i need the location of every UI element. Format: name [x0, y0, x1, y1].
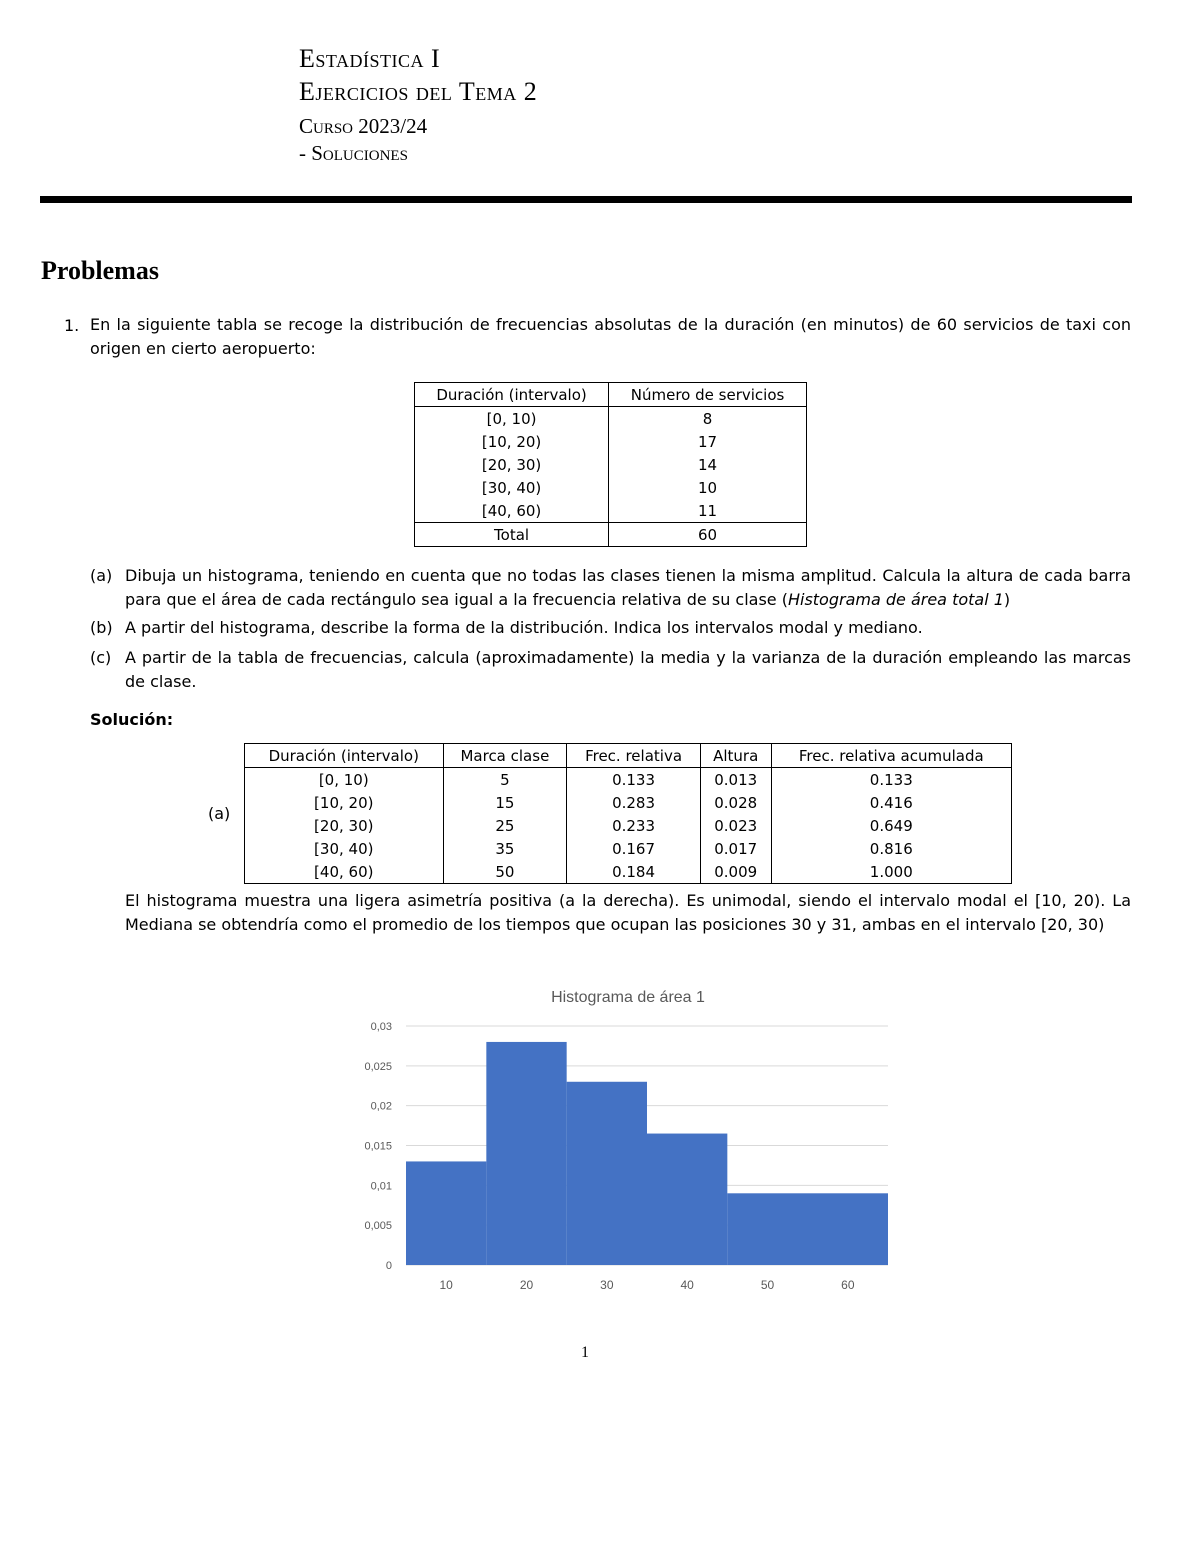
cell: 0.009 [700, 860, 771, 884]
x-tick-label: 60 [841, 1278, 855, 1292]
cell: 0.649 [771, 814, 1011, 837]
cell: Total [415, 523, 609, 547]
header-rel-freq: Frec. relativa [567, 744, 701, 768]
cell: 0.028 [700, 791, 771, 814]
y-tick-label: 0,005 [364, 1220, 392, 1233]
cell: 5 [443, 768, 567, 792]
table-row [415, 407, 807, 431]
page-number: 1 [581, 1344, 589, 1361]
cell: 10 [609, 476, 807, 499]
header-height: Altura [700, 744, 771, 768]
histogram-bar [727, 1193, 888, 1265]
y-tick-label: 0,015 [364, 1140, 392, 1153]
y-tick-label: 0,025 [364, 1060, 392, 1073]
histogram-bar [647, 1134, 727, 1265]
part-a-body: Dibuja un histograma, teniendo en cuenta que no todas las clases tienen la misma amplitud. Calcula la altura de cada barra para que el área de cada rectángulo sea igual a la frecuencia relativa de su clase ( [125, 566, 1131, 609]
header-cum-freq: Frec. relativa acumulada [771, 744, 1011, 768]
cell: 0.017 [700, 837, 771, 860]
cell: 14 [609, 453, 807, 476]
frequency-table [414, 382, 807, 547]
x-tick-label: 30 [600, 1278, 614, 1292]
y-tick-label: 0,03 [370, 1021, 392, 1033]
cell: [20, 30) [415, 453, 609, 476]
table-row [245, 814, 1012, 837]
table-row [415, 499, 807, 523]
cell: 8 [609, 407, 807, 431]
x-tick-label: 40 [680, 1278, 694, 1292]
cell: 0.184 [567, 860, 701, 884]
x-tick-label: 50 [760, 1278, 775, 1292]
cell: [0, 10) [415, 407, 609, 431]
histogram-bar [567, 1082, 647, 1265]
cell: 11 [609, 499, 807, 523]
cell: [0, 10) [245, 768, 444, 792]
cell: 35 [443, 837, 567, 860]
solutions-label: - Soluciones [299, 141, 408, 165]
x-tick-label: 20 [519, 1278, 534, 1292]
cell: 0.133 [567, 768, 701, 792]
part-c-text: A partir de la tabla de frecuencias, calcula (aproximadamente) la media y la varianza de la duración empleando las marcas de clase. [125, 648, 1131, 691]
cell: 0.816 [771, 837, 1011, 860]
solution-text: El histograma muestra una ligera asimetría positiva (a la derecha). Es unimodal, siendo el intervalo modal el [10, 20). La Mediana se obtendría como el promedio de los tiempos que ocupan las posiciones 30 y 31, ambas en el intervalo [20, 30) [125, 891, 1131, 934]
problem-number: 1. [64, 316, 80, 335]
cell: [10, 20) [245, 791, 444, 814]
table-row [245, 791, 1012, 814]
header-rule [40, 196, 1132, 203]
cell: [30, 40) [415, 476, 609, 499]
part-a-text [125, 564, 1131, 612]
header-duration: Duración (intervalo) [415, 383, 609, 407]
table-row [415, 453, 807, 476]
solution-table [244, 743, 1012, 884]
problem-text: En la siguiente tabla se recoge la distribución de frecuencias absolutas de la duración (en minutos) de 60 servicios de taxi con origen en cierto aeropuerto: [90, 315, 1131, 358]
cell: 50 [443, 860, 567, 884]
cell: 15 [443, 791, 567, 814]
cell: 0.023 [700, 814, 771, 837]
part-a-end: ) [1003, 590, 1011, 609]
histogram-bar [486, 1042, 566, 1265]
table-row [245, 768, 1012, 792]
part-a-italic: Histograma de área total 1 [787, 590, 1004, 609]
cell: 0.233 [567, 814, 701, 837]
cell: 60 [609, 523, 807, 547]
total-row [415, 523, 807, 547]
section-title: Problemas [41, 256, 159, 285]
y-tick-label: 0 [385, 1260, 392, 1272]
cell: 17 [609, 430, 807, 453]
cell: [20, 30) [245, 814, 444, 837]
cell: 0.416 [771, 791, 1011, 814]
table-row [245, 860, 1012, 884]
table-row [245, 837, 1012, 860]
cell: [10, 20) [415, 430, 609, 453]
header-services: Número de servicios [609, 383, 807, 407]
cell: [40, 60) [415, 499, 609, 523]
cell: 0.013 [700, 768, 771, 792]
part-a-label: (a) [90, 566, 113, 585]
cell: 0.283 [567, 791, 701, 814]
part-b-text: A partir del histograma, describe la forma de la distribución. Indica los intervalos modal y mediano. [125, 618, 923, 637]
course-year: Curso 2023/24 [299, 114, 428, 138]
cell: 25 [443, 814, 567, 837]
cell: [40, 60) [245, 860, 444, 884]
table-row [415, 430, 807, 453]
table-row [415, 476, 807, 499]
y-tick-label: 0,01 [370, 1180, 392, 1193]
course-title: Estadística I [299, 44, 441, 73]
cell: 0.167 [567, 837, 701, 860]
histogram-bar [406, 1161, 486, 1265]
cell: [30, 40) [245, 837, 444, 860]
part-b-label: (b) [90, 618, 113, 637]
exercise-title: Ejercicios del Tema 2 [299, 77, 538, 106]
header-duration: Duración (intervalo) [245, 744, 444, 768]
part-c-label: (c) [90, 648, 112, 667]
chart-title: Histograma de área 1 [551, 989, 705, 1006]
cell: 1.000 [771, 860, 1011, 884]
y-tick-label: 0,02 [370, 1100, 392, 1113]
cell: 0.133 [771, 768, 1011, 792]
solution-part-label: (a) [208, 804, 231, 823]
header-class-mark: Marca clase [443, 744, 567, 768]
solution-title: Solución: [90, 710, 174, 729]
histogram-chart [340, 980, 940, 1300]
x-tick-label: 10 [439, 1278, 453, 1292]
